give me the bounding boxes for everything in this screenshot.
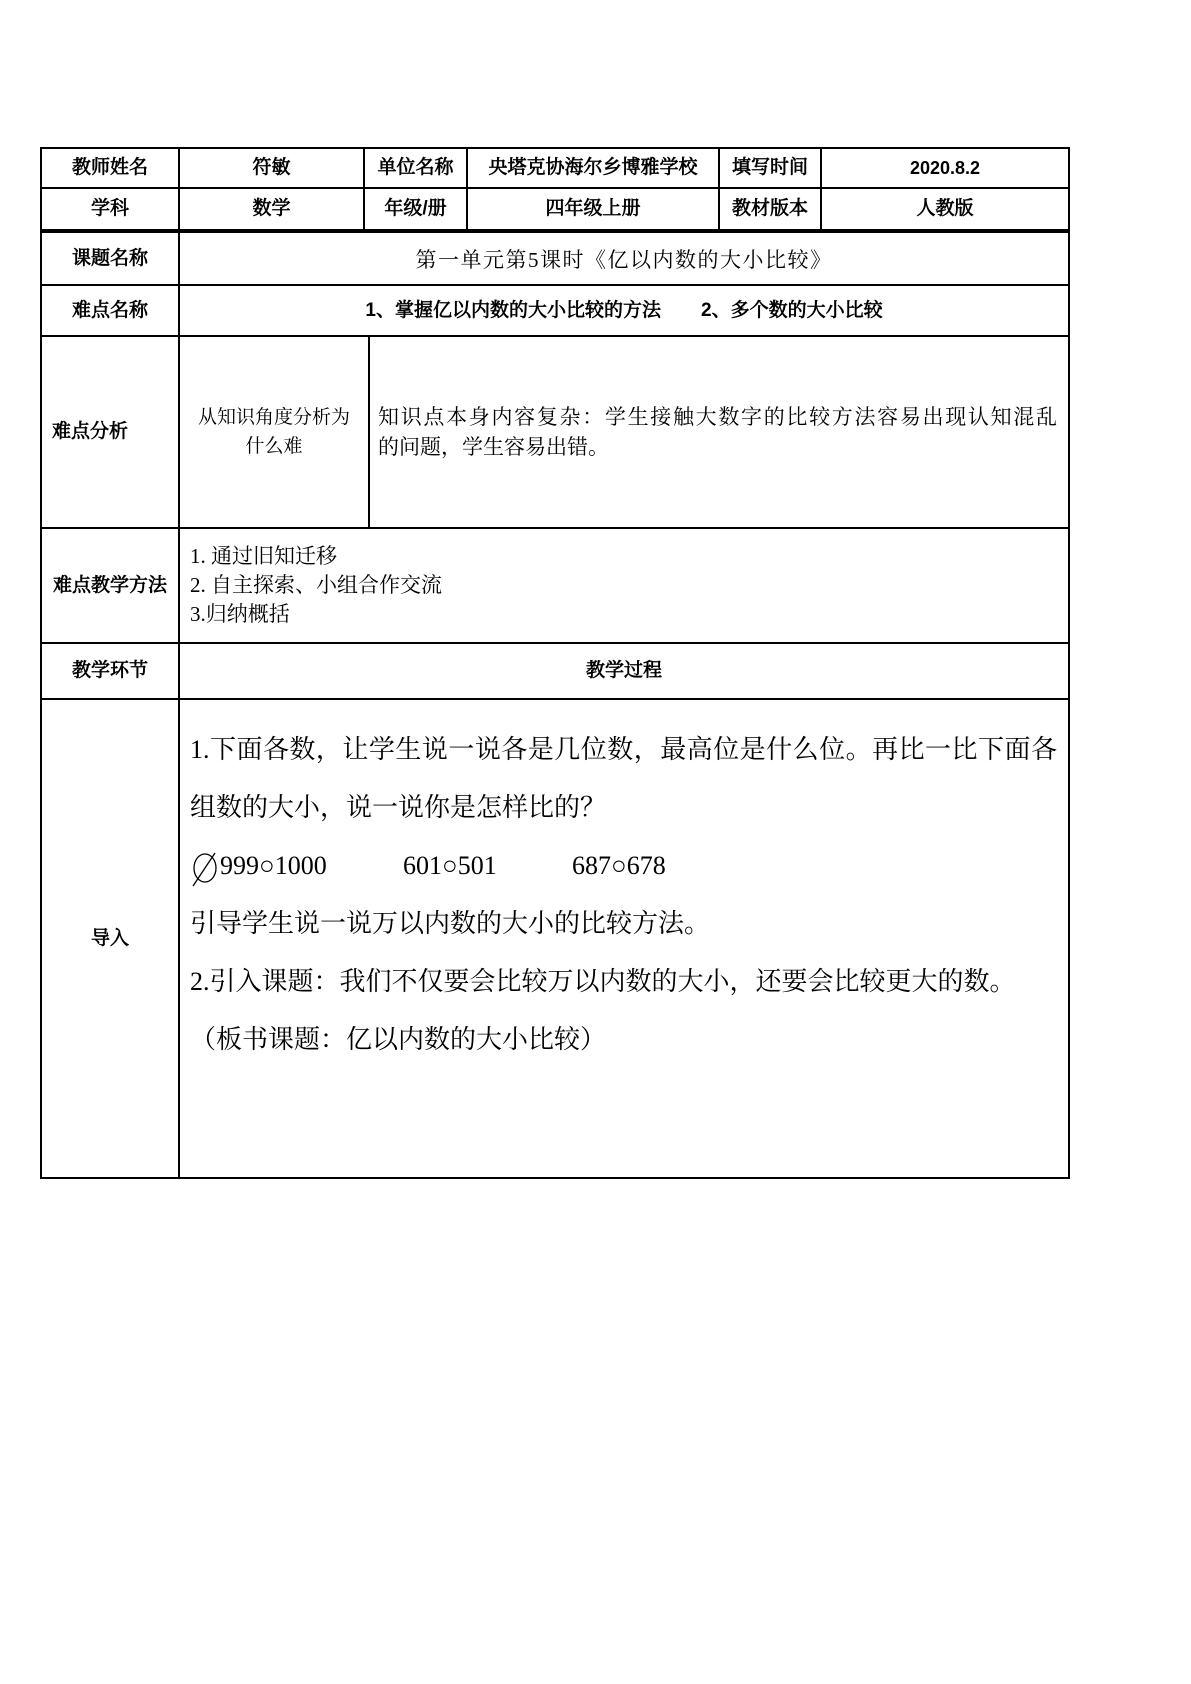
- analysis-label: [40, 335, 180, 529]
- analysis-description-line: 知识点本身内容复杂：学生接触大数字的比较方法容易出现认知混乱: [378, 405, 1057, 429]
- intro-question-2-text: 2.引入课题：我们不仅要会比较万以内数的大小，还要会比较更大的数。: [190, 967, 1016, 996]
- intro-guide-line: [190, 895, 1057, 953]
- teacher-name-label: [40, 147, 180, 189]
- teaching-method-value: [178, 527, 1070, 644]
- unit-name-value: [466, 147, 720, 189]
- analysis-description: [378, 402, 1057, 462]
- intro-stage-label-text: 导入: [90, 927, 129, 949]
- subject-label: [40, 187, 180, 231]
- topic-label: [40, 229, 180, 286]
- comparison-item: 687○678: [572, 851, 666, 880]
- intro-stage-label: [40, 698, 180, 1179]
- teaching-process-header: [178, 642, 1070, 700]
- grade-label: [363, 187, 468, 231]
- textbook-edition-label: [718, 187, 822, 231]
- intro-question-2-line: [190, 953, 1057, 1011]
- analysis-aspect-cell: [178, 335, 370, 529]
- teaching-method-item: 2. 自主探索、小组合作交流: [190, 573, 442, 597]
- unit-name-value-text: 央塔克协海尔乡博雅学校: [488, 157, 698, 178]
- textbook-edition-value-text: 人教版: [916, 198, 974, 219]
- topic-value: [178, 229, 1070, 286]
- handwritten-circle-mark-icon: [190, 849, 220, 889]
- intro-question-1-text: 1.下面各数，让学生说一说各是几位数，最高位是什么位。再比一比下面各: [190, 735, 1057, 764]
- difficulty-items: [365, 299, 882, 323]
- fill-date-label-text: 填写时间: [731, 157, 808, 178]
- subject-value-text: 数学: [252, 198, 291, 219]
- topic-value-text: 第一单元第5课时《亿以内数的大小比较》: [415, 247, 833, 272]
- difficulty-item: 1、掌握亿以内数的大小比较的方法: [365, 299, 661, 321]
- difficulty-item: 2、多个数的大小比较: [701, 299, 883, 321]
- teaching-stage-header-text: 教学环节: [71, 660, 148, 681]
- intro-question-1-line: [190, 721, 1057, 779]
- teaching-method-list: [190, 542, 442, 629]
- difficulty-value: [178, 284, 1070, 337]
- textbook-edition-value: [820, 187, 1070, 231]
- teaching-process-header-text: 教学过程: [585, 660, 662, 681]
- teaching-method-item: 3.归纳概括: [190, 602, 290, 626]
- analysis-aspect-line: 什么难: [245, 436, 303, 457]
- grade-value-text: 四年级上册: [545, 198, 641, 219]
- fill-date-label: [718, 147, 822, 189]
- topic-label-text: 课题名称: [71, 247, 148, 269]
- comparison-item: 601○501: [403, 851, 497, 880]
- subject-label-text: 学科: [90, 198, 129, 219]
- intro-question-1-line: [190, 779, 1057, 837]
- intro-question-1-text: 组数的大小，说一说你是怎样比的？: [190, 793, 607, 822]
- unit-name-label-text: 单位名称: [377, 157, 454, 178]
- intro-process-content: [190, 721, 1057, 1069]
- board-title-line: [190, 1011, 1057, 1069]
- difficulty-label: [40, 284, 180, 337]
- teaching-method-label: [40, 527, 180, 644]
- analysis-aspect: [198, 403, 350, 461]
- fill-date-value: [820, 147, 1070, 189]
- teaching-stage-header: [40, 642, 180, 700]
- intro-process-cell: [178, 698, 1070, 1179]
- intro-guide-text: 引导学生说一说万以内数的大小的比较方法。: [190, 909, 711, 938]
- board-title-text: （板书课题：亿以内数的大小比较）: [190, 1025, 607, 1054]
- textbook-edition-label-text: 教材版本: [731, 198, 808, 219]
- subject-value: [178, 187, 365, 231]
- analysis-label-text: 难点分析: [52, 421, 129, 442]
- teacher-name-value-text: 符敏: [252, 157, 291, 178]
- grade-value: [466, 187, 720, 231]
- analysis-aspect-line: 从知识角度分析为: [197, 407, 350, 428]
- comparison-exercises: [190, 837, 1057, 895]
- teacher-name-value: [178, 147, 365, 189]
- unit-name-label: [363, 147, 468, 189]
- comparison-item: 999○1000: [220, 851, 327, 880]
- difficulty-label-text: 难点名称: [71, 299, 148, 321]
- teaching-method-item: 1. 通过旧知迁移: [190, 544, 337, 568]
- teaching-method-label-text: 难点教学方法: [52, 574, 167, 596]
- analysis-description-line: 的问题，学生容易出错。: [378, 435, 609, 459]
- analysis-description-cell: [368, 335, 1070, 529]
- grade-label-text: 年级/册: [384, 198, 447, 219]
- fill-date-value-text: 2020.8.2: [909, 157, 981, 178]
- teacher-name-label-text: 教师姓名: [71, 157, 148, 178]
